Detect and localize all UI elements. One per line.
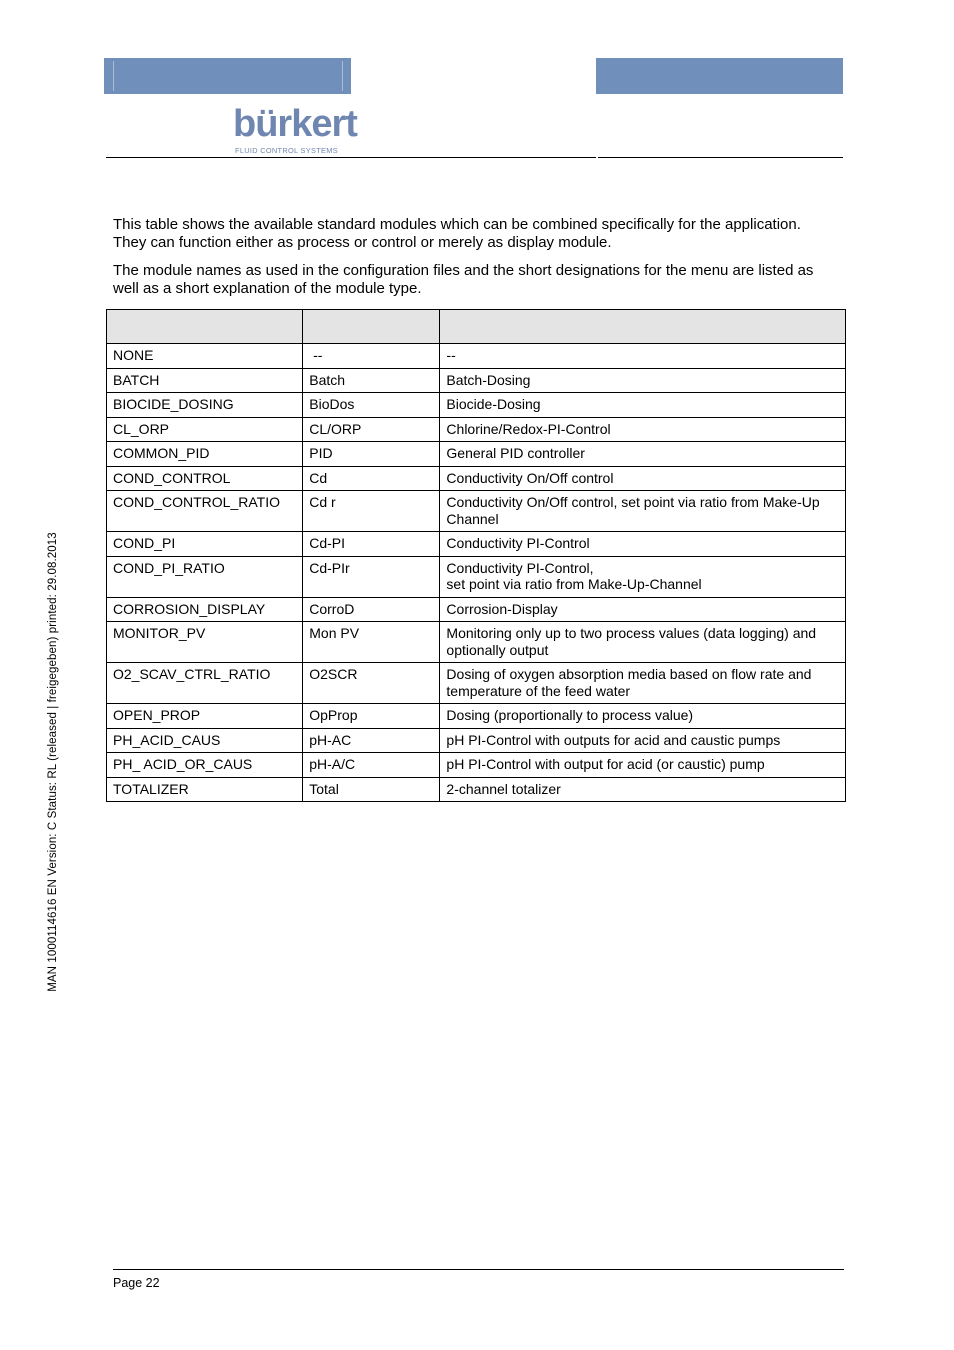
header-bar-divider <box>342 61 343 91</box>
module-name-cell: BIOCIDE_DOSING <box>107 393 303 418</box>
description-cell: -- <box>440 344 846 369</box>
table-row <box>107 556 846 597</box>
module-name-cell: COND_CONTROL_RATIO <box>107 491 303 532</box>
table-row <box>107 622 846 663</box>
short-designation-cell: O2SCR <box>303 663 440 704</box>
short-designation-cell: CorroD <box>303 597 440 622</box>
short-designation-cell: Cd <box>303 466 440 491</box>
description-cell: Biocide-Dosing <box>440 393 846 418</box>
table-row <box>107 417 846 442</box>
table-row <box>107 704 846 729</box>
page-number: Page 22 <box>113 1276 160 1290</box>
header-rule <box>351 157 596 158</box>
module-name-cell: BATCH <box>107 368 303 393</box>
short-designation-cell: PID <box>303 442 440 467</box>
description-cell: Chlorine/Redox-PI-Control <box>440 417 846 442</box>
description-cell: Monitoring only up to two process values (data logging) and optionally output <box>440 622 846 663</box>
document-meta-vertical: MAN 1000114616 EN Version: C Status: RL (released | freigegeben) printed: 29.08.2013 <box>47 532 59 992</box>
table-row <box>107 491 846 532</box>
table-row <box>107 368 846 393</box>
module-name-cell: OPEN_PROP <box>107 704 303 729</box>
table-header-cell <box>303 310 440 344</box>
table-row <box>107 728 846 753</box>
short-designation-cell: pH-AC <box>303 728 440 753</box>
description-cell: Conductivity On/Off control <box>440 466 846 491</box>
table-row <box>107 344 846 369</box>
table-header-cell <box>440 310 846 344</box>
module-name-cell: COND_CONTROL <box>107 466 303 491</box>
module-table <box>106 309 846 802</box>
module-name-cell: NONE <box>107 344 303 369</box>
description-cell: Conductivity On/Off control, set point via ratio from Make-Up Channel <box>440 491 846 532</box>
description-cell: Dosing of oxygen absorption media based on flow rate and temperature of the feed water <box>440 663 846 704</box>
short-designation-cell: Cd-PI <box>303 532 440 557</box>
short-designation-cell: BioDos <box>303 393 440 418</box>
brand-tagline: FLUID CONTROL SYSTEMS <box>235 146 338 155</box>
module-name-cell: CL_ORP <box>107 417 303 442</box>
table-row <box>107 777 846 802</box>
table-row <box>107 393 846 418</box>
header-rule <box>106 157 351 158</box>
module-name-cell: CORROSION_DISPLAY <box>107 597 303 622</box>
short-designation-cell: -- <box>303 344 440 369</box>
footer-rule <box>113 1269 844 1270</box>
description-cell: pH PI-Control with output for acid (or caustic) pump <box>440 753 846 778</box>
table-row <box>107 466 846 491</box>
short-designation-cell: Cd r <box>303 491 440 532</box>
description-cell: Conductivity PI-Control, set point via ratio from Make-Up-Channel <box>440 556 846 597</box>
description-cell: Batch-Dosing <box>440 368 846 393</box>
description-cell: Corrosion-Display <box>440 597 846 622</box>
table-row <box>107 663 846 704</box>
table-body <box>107 344 846 802</box>
description-cell: Conductivity PI-Control <box>440 532 846 557</box>
module-name-cell: O2_SCAV_CTRL_RATIO <box>107 663 303 704</box>
module-name-cell: MONITOR_PV <box>107 622 303 663</box>
header-bar-left <box>104 58 351 94</box>
table-row <box>107 753 846 778</box>
table-row <box>107 597 846 622</box>
table-header-row <box>107 310 846 344</box>
table-row <box>107 442 846 467</box>
short-designation-cell: Mon PV <box>303 622 440 663</box>
header-bar-right <box>596 58 843 94</box>
intro-paragraph: This table shows the available standard modules which can be combined specifically for the application. They can function either as process or control or merely as display module. <box>113 216 801 251</box>
module-name-cell: PH_ACID_CAUS <box>107 728 303 753</box>
description-cell: Dosing (proportionally to process value) <box>440 704 846 729</box>
short-designation-cell: pH-A/C <box>303 753 440 778</box>
header-bar-divider <box>113 61 114 91</box>
brand-logo: bürkert <box>233 103 357 145</box>
short-designation-cell: CL/ORP <box>303 417 440 442</box>
module-name-cell: PH_ ACID_OR_CAUS <box>107 753 303 778</box>
intro-paragraph: The module names as used in the configuration files and the short designations for the menu are listed as well as a short explanation of the module type. <box>113 262 814 297</box>
module-name-cell: COND_PI <box>107 532 303 557</box>
module-name-cell: COMMON_PID <box>107 442 303 467</box>
module-name-cell: TOTALIZER <box>107 777 303 802</box>
description-cell: pH PI-Control with outputs for acid and caustic pumps <box>440 728 846 753</box>
module-name-cell: COND_PI_RATIO <box>107 556 303 597</box>
table-header-cell <box>107 310 303 344</box>
short-designation-cell: OpProp <box>303 704 440 729</box>
table-row <box>107 532 846 557</box>
short-designation-cell: Batch <box>303 368 440 393</box>
description-cell: General PID controller <box>440 442 846 467</box>
header-rule <box>598 157 843 158</box>
short-designation-cell: Total <box>303 777 440 802</box>
short-designation-cell: Cd-PIr <box>303 556 440 597</box>
description-cell: 2-channel totalizer <box>440 777 846 802</box>
